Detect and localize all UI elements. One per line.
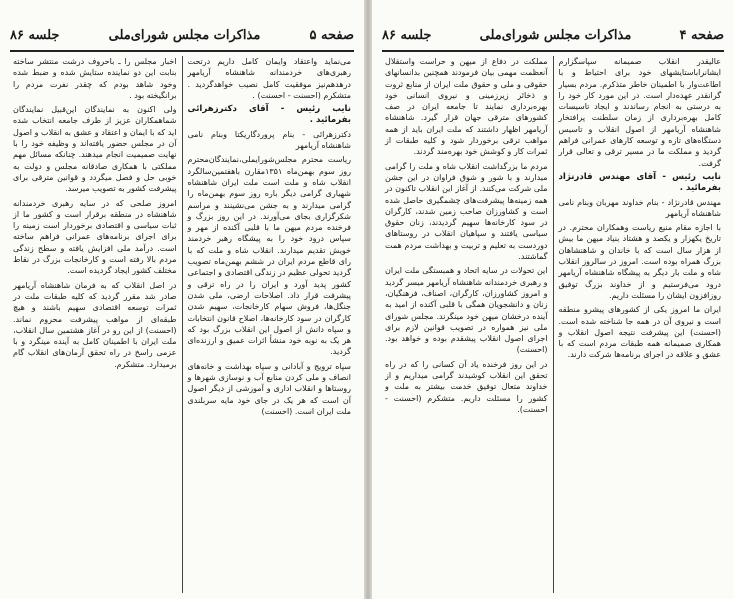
left-page-session: جلسه ۸۶ — [10, 27, 60, 43]
left-page-header — [10, 20, 354, 52]
paragraph: مردم ما بزرگداشت انقلاب شاه و ملت را گرامی میدارند و با شور و شوق فراوان در این جشن ملی شرکت می‌کنند. از آغاز این انقلاب تاکنون در همه زمینه‌ها پیشرفت‌های چشمگیری حاصل شده است و کشاورزان صاحب زمین شدند، کارگران در سود کارخانه‌ها سهیم گردیدند، زنان حقوق سیاسی یافتند و سپاهیان انقلاب در روستاهای دوردست به تعلیم و تربیت و بهداشت مردم همت گماشتند. — [385, 161, 548, 262]
left-page-title: مذاکرات مجلس شورای‌ملی — [108, 27, 261, 43]
right-page-column — [554, 56, 727, 593]
paragraph: سپاه ترویج و آبادانی و سپاه بهداشت و خانه‌های انصاف و ملی کردن منابع آب و نوسازی شهرها و روستاها و انقلاب اداری و آموزشی از دیگر اصول آن است که هر یک در جای خود مایه سربلندی ملت ایران است. (احسنت) — [187, 361, 351, 416]
paragraph: این تحولات در سایه اتحاد و همبستگی ملت ایران و رهبری خردمندانه شاهنشاه آریامهر میسر گردید و امروز کشاورزان، کارگران، اصناف، فرهنگیان، زنان و دانشجویان همگی با قلبی آکنده از امید به آینده درخشان میهن خود مینگرند. مجلس شورای ملی نیز همواره در تصویب قوانین لازم برای اجرای اصول انقلاب پیشقدم بوده و خواهد بود. (احسنت) — [385, 266, 548, 355]
right-page — [372, 0, 734, 599]
paragraph: عالیقدر انقلاب صمیمانه سپاسگزارم ایشانرابا‌ستایشهای خود برای احتیاط و با اطاعت‌وار با اطمینان خاطر متذکرم. مردم بسیار گرانقدر عهده‌دار است. در این مورد کار خود را به درستی به انجام رساندند و ایجاد تاسیسات کامل بهره‌برداری از زمان سلطنت پرافتخار شاهنشاه آریامهر از اصول انقلاب و تاسیس دستگاه‌های تازه و توسعه کارهای عمرانی فراهم گردید و مملکت ما در مسیر ترقی و تعالی قرار گرفت. — [558, 57, 721, 168]
left-page — [0, 0, 364, 599]
paragraph: می‌نماید واعتقاد وایمان کامل داریم درتحت رهبری‌های خردمندانه شاهنشاه آریامهر درهدهم‌نیز موفقیت کامل نصیب خواهدگردید . متشکرم (احسنت - احسنت) . — [187, 57, 351, 100]
paragraph: مهندس قادرنژاد - بنام خداوند مهربان وبنام نامی شاهنشاه آریامهر — [558, 197, 721, 218]
right-page-header — [382, 20, 724, 52]
paragraph: ریاست محترم مجلس‌شورایملی،نمایندگان‌محترم روز سوم بهمن‌ماه ۱۳۵۱مقارن با‌هفتمین‌سالگرد انقلاب شاه و ملت است ملت ایران شاهنشاه شهیاری گرامی دیگر باره روز سوم بهمن‌ماه را گرامی میدارند و به جشن می‌نشینند و مراسم شکرگزاری بجای می‌آورند. در این روز بزرگ و فرخنده مردم میهن ما با قلبی آکنده از مهر و سپاس درود خود را به پیشگاه رهبر خردمند خویش تقدیم میدارند. انقلاب شاه و ملت که با رای قاطع مردم ایران در ششم بهمن‌ماه تصویب گردید تحولی عظیم در زندگی اقتصادی و اجتماعی کشور پدید آورد و ایران را در راه ترقی و پیشرفت قرار داد. اصلاحات ارضی، ملی شدن جنگل‌ها، فروش سهام کارخانجات، سهیم شدن کارگران در سود کارخانه‌ها، اصلاح قانون انتخابات و سپاه دانش از اصول این انقلاب بزرگ بود که هر یک به نوبه خود منشأ اثرات عمیق و ارزنده‌ای گردید. — [187, 155, 351, 357]
left-page-column — [8, 56, 183, 593]
paragraph: ولی اکنون به نمایندگان‌ این‌قبیل نمایندگان شما‌همکاران عزیز از طرف جامعه انتخاب شده اید که با ایمان و اعتقاد و عشق به انقلاب و اصول آن در مجلس حضور یافته‌اند و وظیفه خود را با نهایت صمیمیت انجام میدهند. چنانکه مسائل مهم مملکتی با همکاری صادقانه مجلس و دولت به خوبی حل و فصل میگردد و قوانین مترقی برای پیشرفت کشور به تصویب میرسد. — [13, 105, 177, 194]
paragraph: دکترزهرائی - بنام پروردگاریکتا وبنام نامی شاهنشاه آریامهر — [187, 129, 351, 151]
right-page-session: جلسه ۸۶ — [382, 27, 432, 43]
paragraph: امروز صلحی که در سایه رهبری خردمندانه شاهنشاه در منطقه برقرار است و کشور ما از ثبات سیاسی و اقتصادی برخوردار است زمینه را برای اجرای برنامه‌های عمرانی فراهم ساخته است. درآمد ملی افزایش یافته و سطح زندگی مردم بالا رفته است و کارخانجات بزرگ در نقاط مختلف کشور ایجاد گردیده است. — [13, 198, 177, 276]
page-gutter — [364, 0, 372, 599]
left-page-columns — [8, 56, 356, 593]
right-page-title: مذاکرات مجلس شورای‌ملی — [479, 27, 632, 43]
paragraph: در اصل انقلاب که به فرمان شاهنشاه آریامهر صادر شد مقرر گردید که کلیه طبقات ملت در ثمرات توسعه اقتصادی سهیم باشند و هیچ طبقه‌ای از مواهب پیشرفت محروم نماند. (احسنت) از این رو در آغاز هشتمین سال انقلاب، ملت ایران با اطمینان کامل به آینده مینگرد و با عزمی راسخ در راه تحقق آرمان‌های انقلاب گام برمیدارد. متشکرم. — [13, 280, 177, 369]
left-page-column — [183, 56, 357, 593]
paragraph: ایران ما امروز یکی از کشورهای پیشرو منطقه است و نیروی آن در همه جا شناخته شده است. (احسنت) این پیشرفت نتیجه اصول انقلاب و همکاری صمیمانه همه طبقات مردم است که با عشق و علاقه در اجرای برنامه‌ها شرکت دارند. — [558, 305, 721, 360]
paragraph: مملکت در دفاع از میهن و حراست واستقلال آنعظمت مهمی بیان فرمودند همچنین بدانسانهای حقوقی و ملی و حقوق ملت ایران از منابع ثروت و ذخائر زیرزمینی و نیروی انسانی خود بهره‌برداری نمایند تا جامعه ایران در صف کشورهای مترقی جهان قرار گیرد. شاهنشاه آریامهر اظهار داشتند که ملت ایران باید از همه مواهب ترقی برخوردار شود و کلیه طبقات از ثمرات کار و کوشش خود بهره‌مند گردند. — [385, 57, 548, 157]
paragraph: در این روز فرخنده یاد آن کسانی را که در راه تحقق این انقلاب کوشیدند گرامی میداریم و از خداوند متعال توفیق خدمت بیشتر به ملت و کشور را مسئلت داریم. متشکرم (احسنت - احسنت). — [385, 359, 548, 414]
right-page-columns — [380, 56, 726, 593]
speaker-line: نایب رئیس - آقای مهندس قادرنژاد بفرمائید . — [558, 171, 721, 194]
left-page-number: صفحه ۵ — [309, 27, 354, 43]
paragraph: با اجازه مقام منیع ریاست وهمکاران محترم. در تاریخ یکهزار و یکصد و هشتاد بنیاد میهن ما بیش از هزار سال است که با خاندان و شاهنشاهان بزرگ همراه بوده است. امروز در سالروز انقلاب شاه و ملت بار دیگر به پیشگاه شاهنشاه آریامهر درود می‌فرستیم و از خداوند بزرگ توفیق روزافزون ایشان را مسئلت داریم. — [558, 223, 721, 300]
speaker-line: نایب رئیس - آقای دکترزهرائی بفرمائید . — [187, 104, 351, 126]
paragraph: اخبار مجلس را ـ باحروف درشت منتشر ساخته بنابت این دو نماینده ستایش شده و ضبط شده وخود شاهد بودم که چقدر نفرت مردم را برانگیخته بود . — [13, 57, 177, 100]
right-page-column — [380, 56, 554, 593]
right-page-number: صفحه ۴ — [679, 27, 724, 43]
